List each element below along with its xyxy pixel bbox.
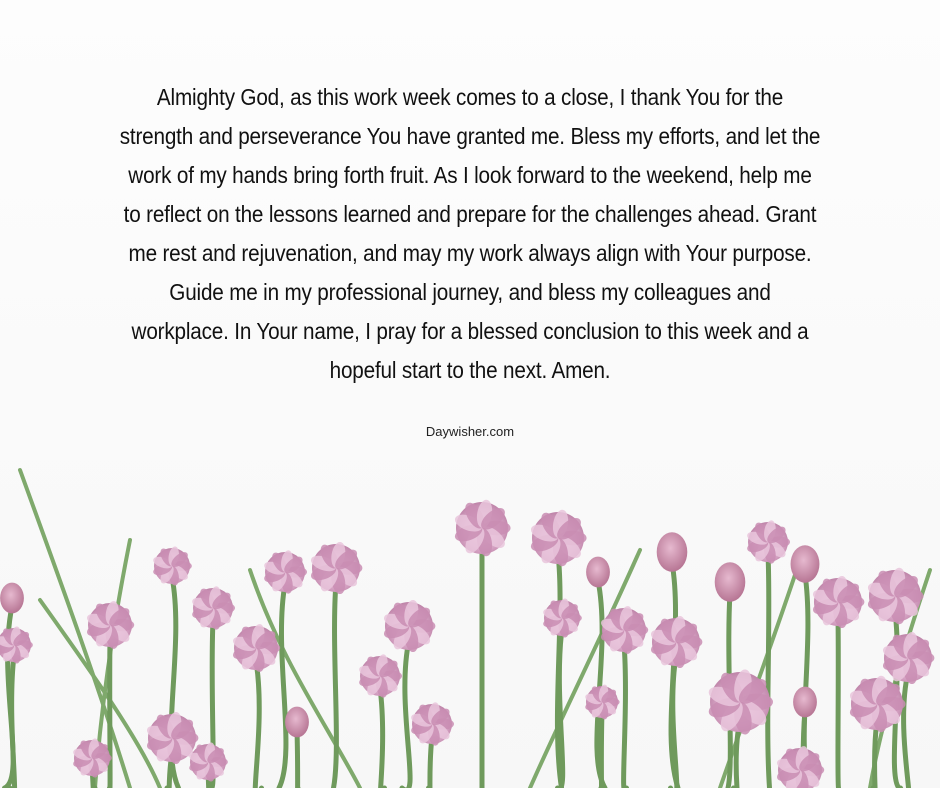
flower-stem-20 xyxy=(624,643,627,788)
flower-head-6 xyxy=(190,585,235,630)
prayer-text: Almighty God, as this work week comes to a close, I thank You for the strength and perseverance You have granted me. Bless my efforts, and let the work of my hands bring forth fruit. As I look forward to the weekend, help me to reflect on the lessons learned and prepare for the challenges ahead. Grant me rest and rejuvenation, and may my work always align with Your purpose. Guide me in my professional journey, and bless my colleagues and workplace. In Your name, I pray for a blessed conclusion to this week and a hopeful start to the next. Amen. xyxy=(119,84,821,383)
flower-head-28 xyxy=(811,575,864,629)
flower-stem-28 xyxy=(838,616,839,788)
flower-head-1 xyxy=(0,626,33,665)
flower-bud-25 xyxy=(791,545,820,582)
flower-head-15 xyxy=(453,499,511,558)
flower-head-24 xyxy=(745,519,790,564)
flower-stem-19 xyxy=(601,712,602,788)
flower-head-22 xyxy=(649,615,702,669)
flower-head-3 xyxy=(72,738,112,779)
flower-stem-24 xyxy=(768,554,770,788)
flower-stem-2 xyxy=(110,638,111,788)
flower-head-19 xyxy=(584,684,620,720)
flower-head-2 xyxy=(85,600,134,650)
flower-head-30 xyxy=(881,631,934,685)
flower-head-13 xyxy=(382,599,435,653)
flower-stem-10 xyxy=(334,582,337,788)
flower-stem-11 xyxy=(297,730,298,788)
flower-bud-23 xyxy=(715,562,746,602)
flower-bud-27 xyxy=(793,687,817,718)
flower-bud-0 xyxy=(0,583,24,614)
chive-flowers-illustration xyxy=(0,440,940,788)
flower-head-32 xyxy=(775,745,824,788)
flower-head-14 xyxy=(409,701,454,746)
flower-head-12 xyxy=(357,653,402,698)
flower-stem-12 xyxy=(379,688,384,788)
flower-bud-17 xyxy=(586,557,610,588)
flower-stem-30 xyxy=(901,672,910,788)
flower-bud-11 xyxy=(285,707,309,738)
flower-head-10 xyxy=(309,541,362,595)
leaf-3 xyxy=(250,570,360,788)
flower-stem-8 xyxy=(255,661,261,788)
flower-bud-21 xyxy=(657,532,688,572)
flower-head-9 xyxy=(262,549,307,594)
flower-stem-13 xyxy=(402,640,410,788)
flower-stem-9 xyxy=(279,584,286,788)
flower-head-26 xyxy=(706,668,773,736)
flower-head-20 xyxy=(599,605,648,655)
flower-head-18 xyxy=(542,598,582,639)
flower-head-4 xyxy=(152,546,192,587)
site-credit: Daywisher.com xyxy=(425,424,515,439)
flower-head-16 xyxy=(529,509,587,568)
